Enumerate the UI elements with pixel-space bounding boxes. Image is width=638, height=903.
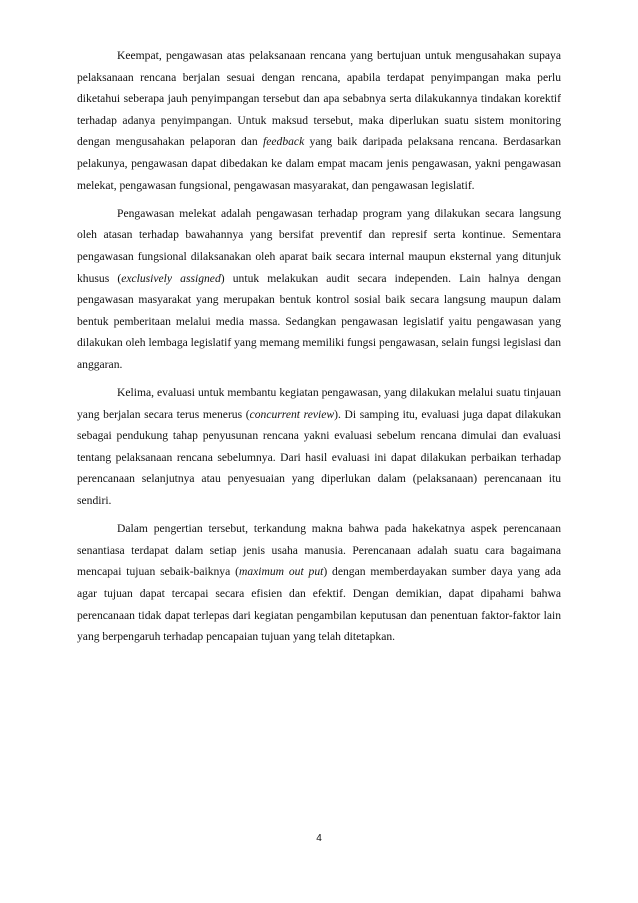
body-text [77,45,561,654]
italic-term-concurrent-review: concurrent review [249,407,335,421]
paragraph-keempat [77,45,561,196]
paragraph-text: Keempat, pengawasan atas pelaksanaan rencana yang bertujuan untuk mengusahakan supaya pelaksanaan rencana berjalan sesuai dengan rencana, apabila terdapat penyimpangan maka perlu diketahui seberapa jauh penyimpangan tersebut dan apa sebabnya serta dilakukannya tindakan korektif terhadap adanya penyimpangan. Untuk maksud tersebut, maka diperlukan suatu sistem monitoring dengan mengusahakan pelaporan dan [77,49,561,149]
paragraph-kelima [77,382,561,512]
paragraph-text: yang baik daripada pelaksana rencana. Berdasarkan pelakunya, pengawasan dapat dibedakan ke dalam empat macam jenis pengawasan, yakni pengawasan melekat, pengawasan fungsional, pengawasan masyarakat, dan pengawasan legislatif. [77,135,561,192]
paragraph-dalam-pengertian [77,518,561,648]
paragraph-text: ). Di samping itu, evaluasi juga dapat dilakukan sebagai pendukung tahap penyusunan rencana yakni evaluasi sebelum rencana dimulai dan evaluasi tentang pelaksanaan rencana sebelumnya. Dari hasil evaluasi ini dapat dilakukan perbaikan terhadap perencanaan selanjutnya atau penyesuaian yang diperlukan dalam (pelaksanaan) perencanaan itu sendiri. [77,407,561,508]
paragraph-text: Kelima, evaluasi untuk membantu kegiatan pengawasan, yang dilakukan melalui suatu tinjauan yang berjalan secara terus menerus ( [77,386,561,421]
italic-term-feedback: feedback [263,135,305,149]
italic-term-exclusively-assigned: exclusively assigned [121,271,221,285]
page-number: 4 [316,833,322,844]
paragraph-text: Pengawasan melekat adalah pengawasan terhadap program yang dilakukan secara langsung oleh atasan terhadap bawahannya yang bersifat preventif dan represif serta kontinue. Sementara pengawasan fungsional dilaksanakan oleh aparat baik secara internal maupun eksternal yang ditunjuk khusus ( [77,206,561,285]
italic-term-maximum-output: maximum out put [238,565,324,579]
paragraph-text: ) untuk melakukan audit secara independen. Lain halnya dengan pengawasan masyarakat yang merupakan bentuk kontrol sosial baik secara langsung maupun dalam bentuk pemberitaan melalui media massa. Sedangkan pengawasan legislatif yaitu pengawasan yang dilakukan oleh lembaga legislatif yang memang memiliki fungsi pengawasan, selain fungsi legislasi dan anggaran. [77,271,561,371]
paragraph-text: Dalam pengertian tersebut, terkandung makna bahwa pada hakekatnya aspek perencanaan senantiasa terdapat dalam setiap jenis usaha manusia. Perencanaan adalah suatu cara bagaimana mencapai tujuan sebaik-baiknya ( [77,522,561,579]
paragraph-text: ) dengan memberdayakan sumber daya yang ada agar tujuan dapat tercapai secara efisien dan efektif. Dengan demikian, dapat dipahami bahwa perencanaan tidak dapat terlepas dari kegiatan pengambilan keputusan dan penentuan faktor-faktor lain yang berpengaruh terhadap pencapaian tujuan yang telah ditetapkan. [77,565,561,644]
paragraph-pengawasan-melekat [77,203,561,376]
